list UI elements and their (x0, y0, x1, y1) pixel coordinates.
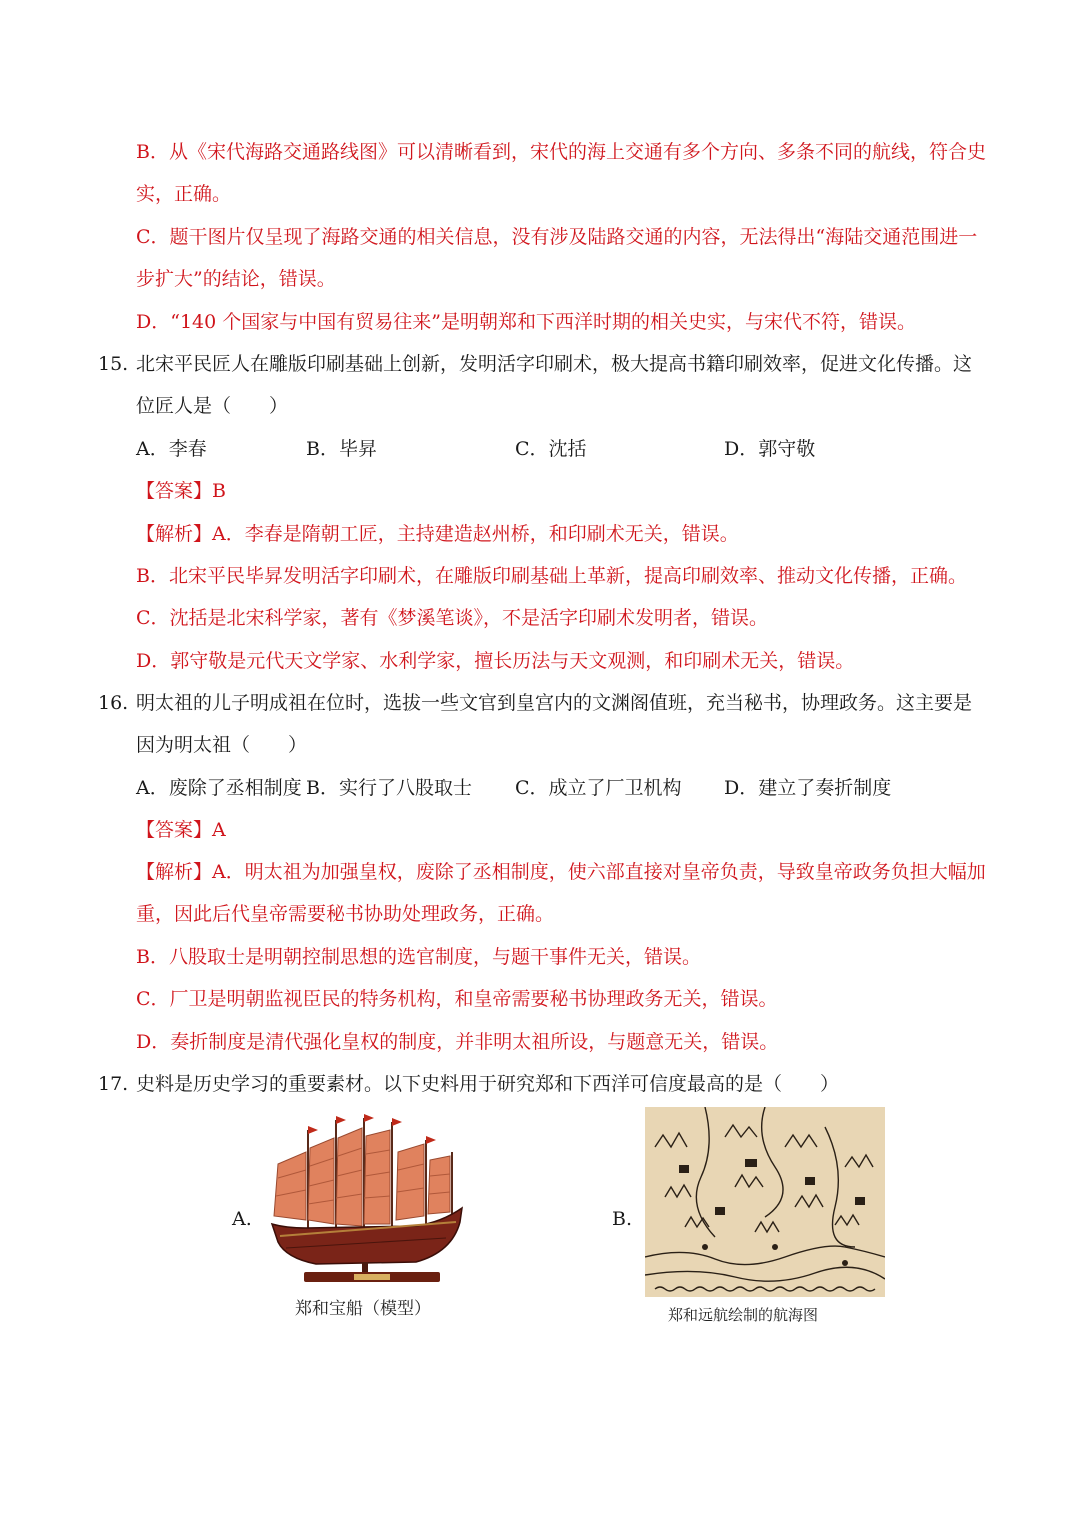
q16-option-c[interactable]: C．成立了厂卫机构 (515, 777, 682, 799)
q16-options (0, 774, 1080, 802)
q15-option-a[interactable]: A．李春 (136, 438, 207, 460)
q15-option-c[interactable]: C．沈括 (515, 438, 587, 460)
q16-explanation-a-line2: 重，因此后代皇帝需要秘书协助处理政务，正确。 (136, 903, 555, 925)
q17-number: 17. (98, 1073, 129, 1095)
q16-explanation-b: B．八股取士是明朝控制思想的选官制度，与题干事件无关，错误。 (136, 946, 701, 968)
q16-explanation-d: D．奏折制度是清代强化皇权的制度，并非明太祖所设，与题意无关，错误。 (136, 1031, 779, 1053)
q16-explanation-c: C．厂卫是明朝监视臣民的特务机构，和皇帝需要秘书协理政务无关，错误。 (136, 988, 778, 1010)
q16-option-b[interactable]: B．实行了八股取士 (306, 777, 472, 799)
q15-number: 15. (98, 353, 129, 375)
q15-answer: 【答案】B (136, 480, 226, 502)
q16-number: 16. (98, 692, 129, 714)
q14-explanation-b-line1: B．从《宋代海路交通路线图》可以清晰看到，宋代的海上交通有多个方向、多条不同的航线，符合史 (136, 141, 986, 163)
q15-option-b[interactable]: B．毕昇 (306, 438, 377, 460)
q15-options (0, 435, 1080, 463)
q17-option-a-label[interactable]: A. (232, 1208, 252, 1230)
q15-option-d[interactable]: D．郭守敬 (724, 438, 816, 460)
q17-option-a-caption: 郑和宝船（模型） (295, 1299, 431, 1319)
navigation-map-image[interactable] (645, 1107, 885, 1297)
q17-stem: 史料是历史学习的重要素材。以下史料用于研究郑和下西洋可信度最高的是（ ） (136, 1073, 840, 1095)
q15-explanation-d: D．郭守敬是元代天文学家、水利学家，擅长历法与天文观测，和印刷术无关，错误。 (136, 650, 855, 672)
q14-explanation-c-line2: 步扩大”的结论，错误。 (136, 268, 336, 290)
q15-stem-line2: 位匠人是（ ） (136, 395, 289, 417)
q16-option-d[interactable]: D．建立了奏折制度 (724, 777, 892, 799)
q17-option-b-label[interactable]: B. (612, 1208, 633, 1230)
q15-explanation-c: C．沈括是北宋科学家，著有《梦溪笔谈》，不是活字印刷术发明者，错误。 (136, 607, 769, 629)
q14-explanation-b-line2: 实，正确。 (136, 183, 232, 205)
q15-stem-line1: 北宋平民匠人在雕版印刷基础上创新，发明活字印刷术，极大提高书籍印刷效率，促进文化传播。这 (136, 353, 973, 375)
q14-explanation-c-line1: C．题干图片仅呈现了海路交通的相关信息，没有涉及陆路交通的内容，无法得出“海陆交通范围进一 (136, 226, 978, 248)
q15-explanation-b: B．北宋平民毕昇发明活字印刷术，在雕版印刷基础上革新，提高印刷效率、推动文化传播，正确。 (136, 565, 967, 587)
q16-answer: 【答案】A (136, 819, 226, 841)
q16-option-a[interactable]: A．废除了丞相制度 (136, 777, 302, 799)
q17-option-b-caption: 郑和远航绘制的航海图 (668, 1306, 819, 1324)
q16-stem-line1: 明太祖的儿子明成祖在位时，选拔一些文官到皇宫内的文渊阁值班，充当秘书，协理政务。这主要是 (136, 692, 973, 714)
q14-explanation-d: D．“140 个国家与中国有贸易往来”是明朝郑和下西洋时期的相关史实，与宋代不符，错误。 (136, 311, 916, 333)
q16-stem-line2: 因为明太祖（ ） (136, 734, 308, 756)
q15-explanation-a: 【解析】A．李春是隋朝工匠，主持建造赵州桥，和印刷术无关，错误。 (136, 523, 739, 545)
treasure-ship-model-image[interactable] (266, 1112, 470, 1290)
q16-explanation-a-line1: 【解析】A．明太祖为加强皇权，废除了丞相制度，使六部直接对皇帝负责，导致皇帝政务负担大幅加 (136, 861, 986, 883)
